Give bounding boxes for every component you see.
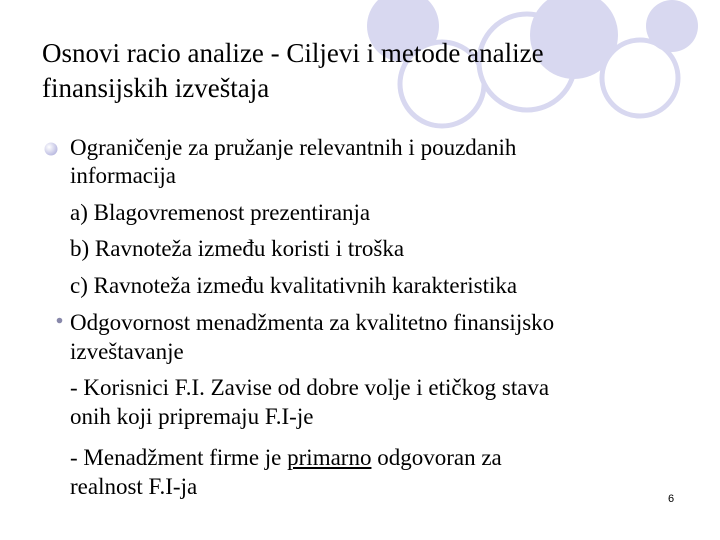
sub-item-2-text: - Menadžment firme je bbox=[70, 445, 288, 470]
decor-circle bbox=[646, 0, 698, 52]
bullet-small-dot-icon bbox=[56, 317, 63, 324]
underlined-word: primarno bbox=[287, 445, 372, 470]
bullet-dot-icon bbox=[44, 142, 58, 156]
slide-title bbox=[42, 36, 642, 106]
sub-item-2-line-2: realnost F.I-ja bbox=[70, 474, 198, 499]
bullet-1-line-1: Ograničenje za pružanje relevantnih i pouzdanih bbox=[70, 135, 517, 160]
bullet-1-line-2: informacija bbox=[70, 163, 177, 188]
title-line: Osnovi racio analize - Ciljevi i metode analize bbox=[42, 38, 544, 68]
bullet-2-line-1: Odgovornost menadžmenta za kvalitetno finansijsko bbox=[70, 310, 555, 335]
sub-item-b: b) Ravnoteža između koristi i troška bbox=[70, 236, 405, 261]
sub-item-c: c) Ravnoteža između kvalitativnih karakteristika bbox=[70, 273, 518, 298]
bullet-2-line-2: izveštavanje bbox=[70, 339, 184, 364]
sub-item-1-line-2: onih koji pripremaju F.I-je bbox=[70, 404, 314, 429]
sub-item-2-text: odgovoran za bbox=[371, 445, 502, 470]
sub-item-1-line-1: - Korisnici F.I. Zavise od dobre volje i etičkog stava bbox=[70, 375, 550, 400]
sub-item-a: a) Blagovremenost prezentiranja bbox=[70, 200, 371, 225]
page-number: 6 bbox=[668, 493, 675, 505]
title-line: finansijskih izveštaja bbox=[42, 73, 270, 103]
sub-item-2-line-1 bbox=[70, 444, 502, 472]
